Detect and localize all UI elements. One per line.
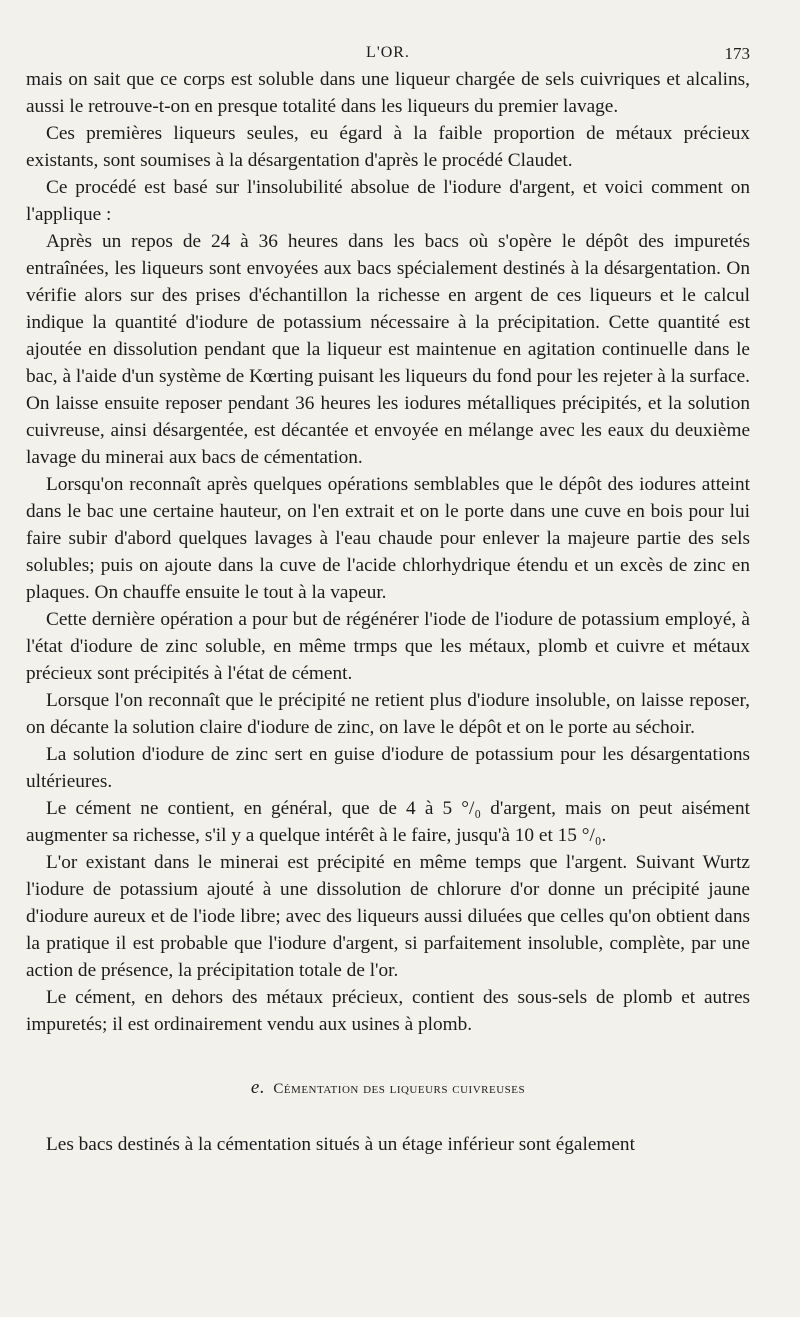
paragraph: Cette dernière opération a pour but de régénérer l'iode de l'iodure de potassium employé, à l'état d'iodure de zinc soluble, en même trmps que les métaux, plomb et cuivre et métaux précieux sont précipités à l'état de cément.: [26, 609, 750, 684]
paragraph: Le cément ne contient, en général, que de 4 à 5 °/₀ d'argent, mais on peut aisément augmenter sa richesse, s'il y a quelque intérêt à le faire, jusqu'à 10 et 15 °/₀.: [26, 798, 750, 846]
paragraph: Le cément, en dehors des métaux précieux, contient des sous-sels de plomb et autres impuretés; il est ordinairement vendu aux usines à plomb.: [26, 987, 750, 1035]
paragraph: La solution d'iodure de zinc sert en guise d'iodure de potassium pour les désargentations ultérieures.: [26, 744, 750, 792]
paragraph: Lorsque l'on reconnaît que le précipité ne retient plus d'iodure insoluble, on laisse reposer, on décante la solution claire d'iodure de zinc, on lave le dépôt et on le porte au séchoir.: [26, 690, 750, 738]
running-head: [26, 36, 750, 66]
section-title: Cémentation des liqueurs cuivreuses: [273, 1081, 526, 1097]
paragraph: Après un repos de 24 à 36 heures dans les bacs où s'opère le dépôt des impuretés entraînées, les liqueurs sont envoyées aux bacs spécialement destinés à la désargentation. On vérifie alors sur des prises d'échantillon la richesse en argent de ces liqueurs et le calcul indique la quantité d'iodure de potassium nécessaire à la précipitation. Cette quantité est ajoutée en dissolution pendant que la liqueur est maintenue en agitation continuelle dans le bac, à l'aide d'un système de Kœrting puisant les liqueurs du fond pour les rejeter à la surface. On laisse ensuite reposer pendant 36 heures les iodures métalliques précipités, et la solution cuivreuse, ainsi désargentée, est décantée et envoyée en mélange avec les eaux du deuxième lavage du minerai aux bacs de cémentation.: [26, 231, 750, 468]
paragraph: Ces premières liqueurs seules, eu égard à la faible proportion de métaux précieux existants, sont soumises à la désargentation d'après le procédé Claudet.: [26, 123, 750, 171]
section-heading: [26, 1074, 750, 1103]
paragraph: Ce procédé est basé sur l'insolubilité absolue de l'iodure d'argent, et voici comment on l'applique :: [26, 177, 750, 225]
paragraph: Lorsqu'on reconnaît après quelques opérations semblables que le dépôt des iodures atteint dans le bac une certaine hauteur, on l'en extrait et on le porte dans une cuve en bois pour lui faire subir d'abord quelques lavages à l'eau chaude pour enlever la majeure partie des sels solubles; puis on ajoute dans la cuve de l'acide chlorhydrique étendu et un excès de zinc en plaques. On chauffe ensuite le tout à la vapeur.: [26, 474, 750, 603]
paragraph: mais on sait que ce corps est soluble dans une liqueur chargée de sels cuivriques et alcalins, aussi le retrouve-t-on en presque totalité dans les liqueurs du premier lavage.: [26, 69, 750, 117]
section-letter: e.: [250, 1077, 266, 1098]
page-number: 173: [724, 44, 750, 63]
body-text: [26, 66, 750, 1158]
paragraph: L'or existant dans le minerai est précipité en même temps que l'argent. Suivant Wurtz l'iodure de potassium ajouté à une dissolution de chlorure d'or donne un précipité jaune d'iodure aureux et de l'iode libre; avec des liqueurs aussi diluées que celles qu'on obtient dans la pratique il est probable que l'iodure d'argent, si parfaitement insoluble, complète, par une action de présence, la précipitation totale de l'or.: [26, 852, 750, 981]
running-title: L'OR.: [366, 44, 410, 61]
paragraph: Les bacs destinés à la cémentation situés à un étage inférieur sont également: [46, 1134, 635, 1155]
